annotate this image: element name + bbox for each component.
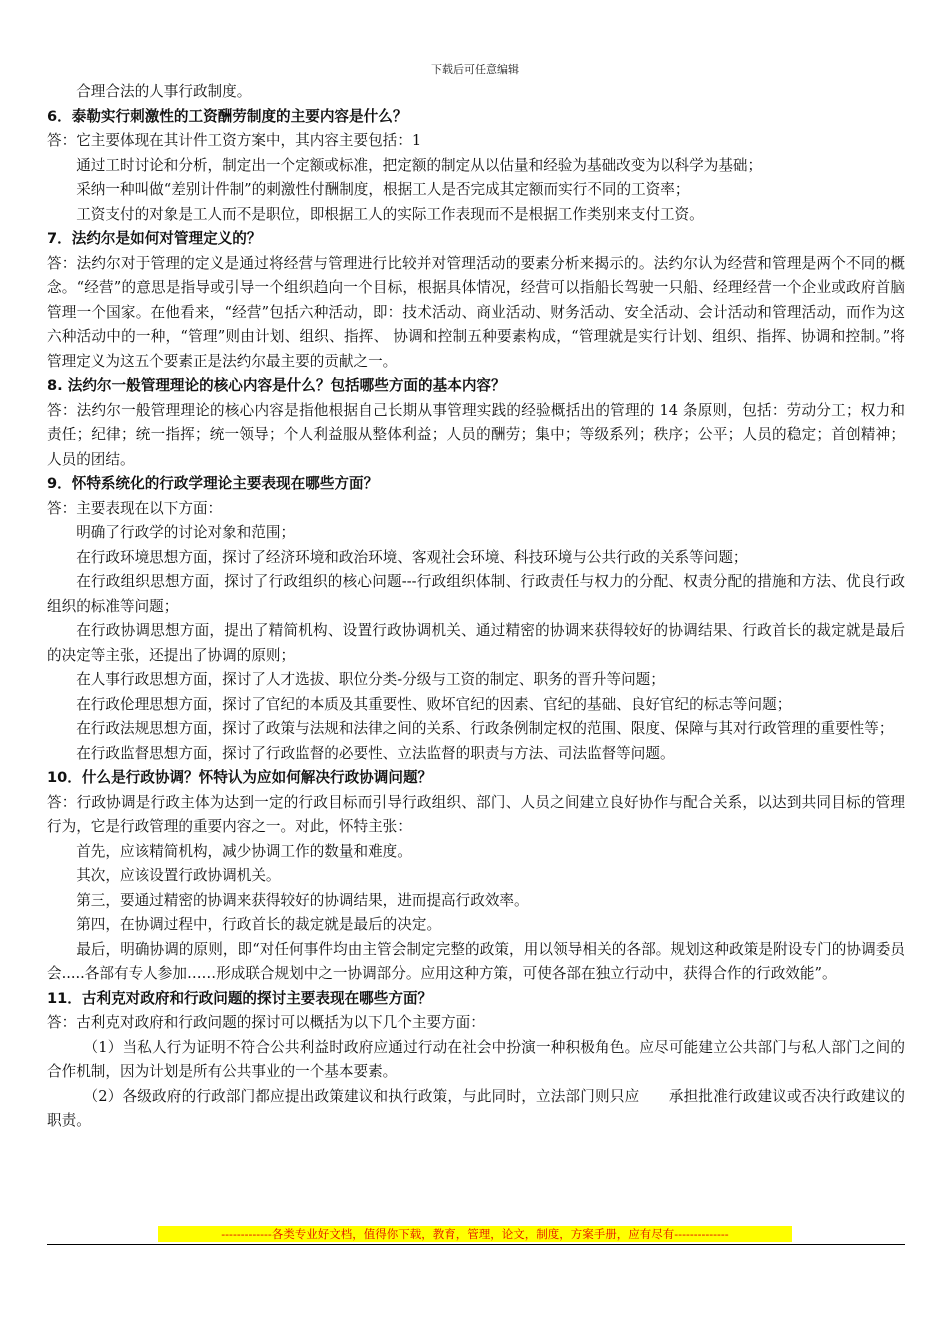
section-heading: 6．泰勒实行刺激性的工资酬劳制度的主要内容是什么？ <box>47 107 408 125</box>
answer-paragraph: 答：法约尔对于管理的定义是通过将经营与管理进行比较并对管理活动的要素分析来揭示的。法约尔认为经营和管理是两个不同的概念。“经营”的意思是指导或引导一个组织趋向一个目标，根据具体情况，经营可以指船长驾驶一只船、经理经营一个企业或政府首脑管理一个国家。在他看来，“经营”包括六种活动，即：技术活动、商业活动、财务活动、安全活动、会计活动和管理活动，而作为这六种活动中的一种，“管理”则由计划、组织、指挥、 协调和控制五种要素构成，“管理就是实行计划、组织、指挥、协调和控制。”将管理定义为这五个要素正是法约尔最主要的贡献之一。 <box>47 254 905 370</box>
section-heading: 11．古利克对政府和行政问题的探讨主要表现在哪些方面？ <box>47 989 433 1007</box>
body-paragraph: 最后，明确协调的原则，即“对任何事件均由主管会制定完整的政策，用以领导相关的各部。规划这种政策是附设专门的协调委员会.....各部有专人参加……形成联合规划中之一协调部分。应用这种方策，可使各部在独立行动中，获得合作的行政效能”。 <box>47 940 905 982</box>
answer-paragraph: 答：古利克对政府和行政问题的探讨可以概括为以下几个主要方面： <box>47 1014 485 1031</box>
body-paragraph: 在行政组织思想方面，探讨了行政组织的核心问题---行政组织体制、行政责任与权力的分配、权责分配的措施和方法、优良行政组织的标准等问题； <box>47 573 905 615</box>
body-paragraph: 在行政协调思想方面，提出了精简机构、设置行政协调机关、通过精密的协调来获得较好的协调结果、行政首长的裁定就是最后的决定等主张，还提出了协调的原则； <box>47 622 905 664</box>
answer-paragraph: 答：法约尔一般管理理论的核心内容是指他根据自己长期从事管理实践的经验概括出的管理的 14 条原则，包括：劳动分工；权力和责任；纪律；统一指挥；统一领导；个人利益服从整体利益；人员的酬劳；集中；等级系列；秩序；公平；人员的稳定；首创精神；人员的团结。 <box>47 401 905 468</box>
footer-banner: -------------各类专业好文档，值得你下载，教育，管理，论文，制度，方案手册，应有尽有-------------- <box>158 1226 792 1242</box>
footer-divider <box>47 1244 905 1245</box>
body-paragraph: 其次，应该设置行政协调机关。 <box>76 867 281 884</box>
body-paragraph: 在行政环境思想方面，探讨了经济环境和政治环境、客观社会环境、科技环境与公共行政的关系等问题； <box>76 548 748 566</box>
body-paragraph: 工资支付的对象是工人而不是职位，即根据工人的实际工作表现而不是根据工作类别来支付工资。 <box>76 205 704 223</box>
body-paragraph: （2）各级政府的行政部门都应提出政策建议和执行政策，与此同时，立法部门则只应 承担批准行政建议或否决行政建议的职责。 <box>47 1087 905 1129</box>
section-heading: 7．法约尔是如何对管理定义的？ <box>47 230 262 247</box>
answer-paragraph: 答：它主要体现在其计件工资方案中，其内容主要包括：1 <box>47 132 422 149</box>
body-paragraph: 首先，应该精简机构，减少协调工作的数量和难度。 <box>76 842 412 860</box>
body-paragraph: 采纳一种叫做“差别计件制”的刺激性付酬制度，根据工人是否完成其定额而实行不同的工资率； <box>76 181 690 198</box>
body-paragraph: （1）当私人行为证明不符合公共利益时政府应通过行动在社会中扮演一种积极角色。应尽可能建立公共部门与私人部门之间的合作机制，因为计划是所有公共事业的一个基本要素。 <box>47 1038 905 1080</box>
document-body <box>47 80 905 1134</box>
section-heading: 8. 法约尔一般管理理论的核心内容是什么？包括哪些方面的基本内容？ <box>47 377 506 394</box>
section-heading: 10．什么是行政协调？怀特认为应如何解决行政协调问题？ <box>47 769 433 786</box>
body-paragraph: 在行政伦理思想方面，探讨了官纪的本质及其重要性、败坏官纪的因素、官纪的基础、良好官纪的标志等问题； <box>76 695 792 713</box>
body-paragraph: 在人事行政思想方面，探讨了人才选拔、职位分类-分级与工资的制定、职务的晋升等问题； <box>76 671 665 688</box>
body-paragraph: 合理合法的人事行政制度。 <box>76 83 252 100</box>
body-paragraph: 第四，在协调过程中，行政首长的裁定就是最后的决定。 <box>76 916 442 933</box>
section-heading: 9．怀特系统化的行政学理论主要表现在哪些方面？ <box>47 475 379 492</box>
body-paragraph: 在行政监督思想方面，探讨了行政监督的必要性、立法监督的职责与方法、司法监督等问题。 <box>76 744 675 762</box>
answer-paragraph: 答：主要表现在以下方面： <box>47 499 223 517</box>
page-header: 下载后可任意编辑 <box>431 63 519 76</box>
body-paragraph: 通过工时讨论和分析，制定出一个定额或标准，把定额的制定从以估量和经验为基础改变为以科学为基础； <box>76 156 763 174</box>
body-paragraph: 明确了行政学的讨论对象和范围； <box>76 524 296 541</box>
body-paragraph: 第三，要通过精密的协调来获得较好的协调结果，进而提高行政效率。 <box>76 891 529 909</box>
answer-paragraph: 答：行政协调是行政主体为达到一定的行政目标而引导行政组织、部门、人员之间建立良好协作与配合关系，以达到共同目标的管理行为，它是行政管理的重要内容之一。对此，怀特主张： <box>47 793 905 835</box>
body-paragraph: 在行政法规思想方面，探讨了政策与法规和法律之间的关系、行政条例制定权的范围、限度、保障与其对行政管理的重要性等； <box>76 720 894 737</box>
